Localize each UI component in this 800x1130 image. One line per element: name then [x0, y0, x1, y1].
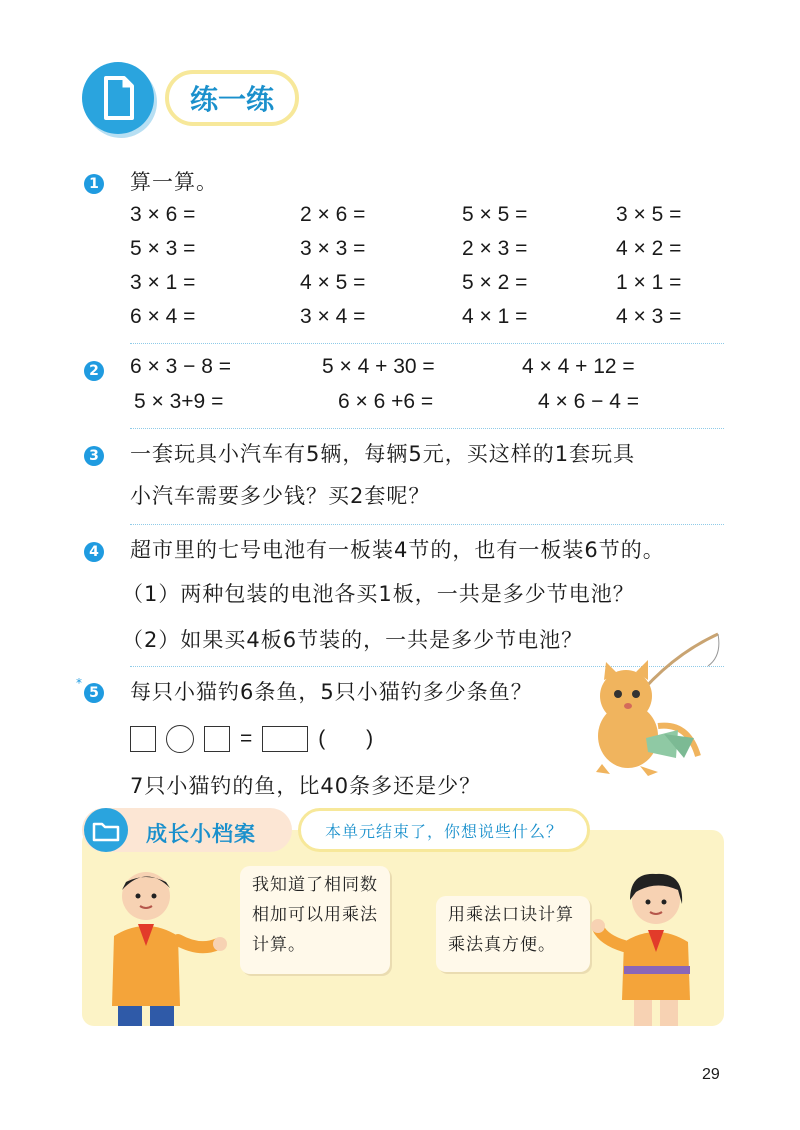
- boy-illustration: [96, 866, 236, 1026]
- q4-line1: 超市里的七号电池有一板装4节的，也有一板装6节的。: [130, 538, 665, 562]
- q3-line1: 一套玩具小汽车有5辆，每辆5元，买这样的1套玩具: [130, 442, 636, 466]
- question-number-3: 3: [84, 446, 104, 466]
- fishing-cat-illustration: [588, 626, 724, 786]
- q1-cell: 3 × 6 =: [130, 203, 196, 226]
- q1-cell: 5 × 3 =: [130, 237, 196, 260]
- q1-cell: 4 × 5 =: [300, 271, 366, 294]
- answer-box[interactable]: [204, 726, 230, 752]
- bubble-right-line: 用乘法口诀计算: [448, 905, 574, 925]
- question-number-5: 5: [84, 683, 104, 703]
- folder-glyph-icon: [92, 818, 120, 842]
- q1-cell: 3 × 5 =: [616, 203, 682, 226]
- section-title: 练一练: [165, 70, 299, 126]
- q1-cell: 3 × 1 =: [130, 271, 196, 294]
- q1-cell: 1 × 1 =: [616, 271, 682, 294]
- archive-prompt: 本单元结束了，你想说些什么？: [298, 808, 590, 852]
- equals-sign: =: [240, 727, 253, 750]
- q1-label: 算一算。: [130, 170, 218, 194]
- question-number-4: 4: [84, 542, 104, 562]
- q2-cell: 6 × 3 − 8 =: [130, 355, 232, 378]
- divider: [130, 524, 724, 525]
- document-icon: [82, 62, 154, 134]
- q2-cell: 5 × 4 + 30 =: [322, 355, 435, 378]
- q1-cell: 3 × 3 =: [300, 237, 366, 260]
- q1-cell: 4 × 2 =: [616, 237, 682, 260]
- folder-icon: [84, 808, 128, 852]
- optional-star: *: [76, 676, 82, 690]
- divider: [130, 428, 724, 429]
- question-number-1: 1: [84, 174, 104, 194]
- q5-line1: 每只小猫钓6条鱼，5只小猫钓多少条鱼？: [130, 680, 533, 704]
- result-box[interactable]: [262, 726, 308, 752]
- q1-cell: 4 × 1 =: [462, 305, 528, 328]
- q5-line3: 7只小猫钓的鱼，比40条多还是少？: [130, 774, 482, 798]
- bubble-left-line: 相加可以用乘法: [252, 905, 378, 925]
- bubble-left-line: 我知道了相同数: [252, 875, 378, 895]
- q4-sub1: （1）两种包装的电池各买1板，一共是多少节电池？: [122, 582, 635, 606]
- girl-illustration: [590, 870, 710, 1026]
- q4-sub2: （2）如果买4板6节装的，一共是多少节电池？: [122, 628, 584, 652]
- exercise-icon: [82, 62, 154, 134]
- q5-equation: [130, 724, 373, 754]
- q1-cell: 2 × 3 =: [462, 237, 528, 260]
- q2-cell: 6 × 6 +6 =: [338, 390, 434, 413]
- bubble-left-line: 计算。: [252, 935, 306, 955]
- answer-box[interactable]: [130, 726, 156, 752]
- speech-bubble-right: [436, 896, 590, 972]
- q1-cell: 5 × 5 =: [462, 203, 528, 226]
- q1-cell: 6 × 4 =: [130, 305, 196, 328]
- q2-cell: 4 × 4 + 12 =: [522, 355, 635, 378]
- q1-cell: 2 × 6 =: [300, 203, 366, 226]
- archive-title: 成长小档案: [146, 822, 256, 846]
- divider: [130, 343, 724, 344]
- page-number: 29: [702, 1066, 720, 1083]
- q2-cell: 5 × 3+9 =: [134, 390, 224, 413]
- q1-cell: 3 × 4 =: [300, 305, 366, 328]
- question-number-2: 2: [84, 361, 104, 381]
- unit-paren: ( ): [318, 727, 374, 750]
- speech-bubble-left: [240, 866, 390, 974]
- q1-cell: 5 × 2 =: [462, 271, 528, 294]
- q1-cell: 4 × 3 =: [616, 305, 682, 328]
- q3-line2: 小汽车需要多少钱？买2套呢？: [130, 484, 431, 508]
- bubble-right-line: 乘法真方便。: [448, 935, 556, 955]
- operator-circle[interactable]: [166, 725, 194, 753]
- q2-cell: 4 × 6 − 4 =: [538, 390, 640, 413]
